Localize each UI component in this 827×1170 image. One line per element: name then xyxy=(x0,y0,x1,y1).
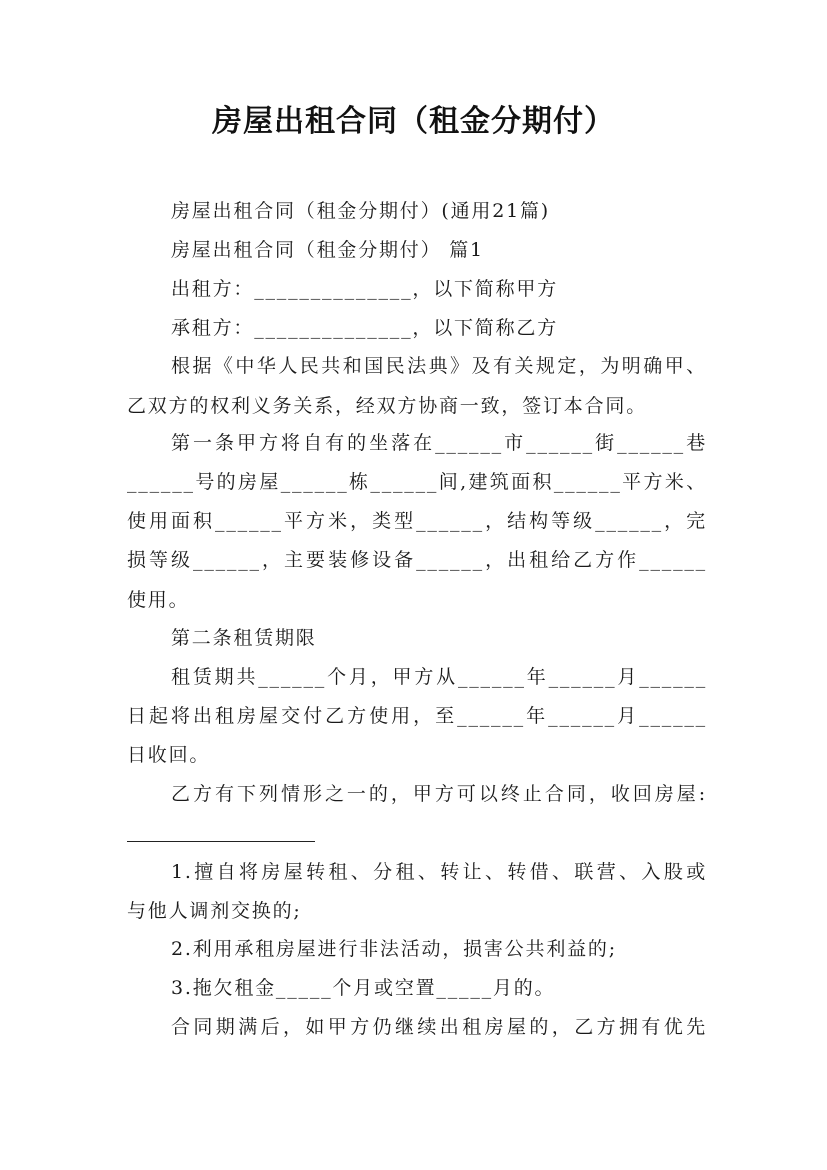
paragraph-line: 使用。 xyxy=(127,589,190,611)
paragraph-line: 使用面积______平方米，类型______，结构等级______，完 xyxy=(127,510,707,532)
paragraph-line: 根据《中华人民共和国民法典》及有关规定，为明确甲、 xyxy=(171,355,707,377)
list-item: 1.擅自将房屋转租、分租、转让、转借、联营、入股或 xyxy=(171,861,707,883)
list-item-continuation: 与他人调剂交换的; xyxy=(127,900,302,922)
lessee-line: 承租方：______________，以下简称乙方 xyxy=(171,317,559,339)
paragraph-line: 损等级______，主要装修设备______，出租给乙方作______ xyxy=(127,549,707,571)
list-item: 2.利用承租房屋进行非法活动，损害公共利益的; xyxy=(171,938,617,960)
paragraph-line: 乙方有下列情形之一的，甲方可以终止合同，收回房屋: xyxy=(171,783,707,805)
section-heading: 第二条租赁期限 xyxy=(171,627,317,649)
list-item: 3.拖欠租金_____个月或空置_____月的。 xyxy=(171,977,556,999)
paragraph-line: 租赁期共______个月，甲方从______年______月______ xyxy=(171,666,707,688)
lessor-line: 出租方：______________，以下简称甲方 xyxy=(171,278,559,300)
paragraph-line: ______号的房屋______栋______间,建筑面积______平方米、 xyxy=(127,471,707,493)
subtitle-line: 房屋出租合同（租金分期付）(通用21篇) xyxy=(171,200,551,222)
blank-underline xyxy=(127,841,315,842)
paragraph-line: 合同期满后，如甲方仍继续出租房屋的，乙方拥有优先 xyxy=(171,1016,707,1038)
paragraph-line: 乙双方的权利义务关系，经双方协商一致，签订本合同。 xyxy=(127,395,648,417)
paragraph-line: 第一条甲方将自有的坐落在______市______街______巷 xyxy=(171,432,707,454)
section-heading: 房屋出租合同（租金分期付） 篇1 xyxy=(171,239,484,261)
document-title: 房屋出租合同（租金分期付） xyxy=(212,104,615,139)
paragraph-line: 日收回。 xyxy=(127,744,211,766)
paragraph-line: 日起将出租房屋交付乙方使用，至______年______月______ xyxy=(127,705,707,727)
